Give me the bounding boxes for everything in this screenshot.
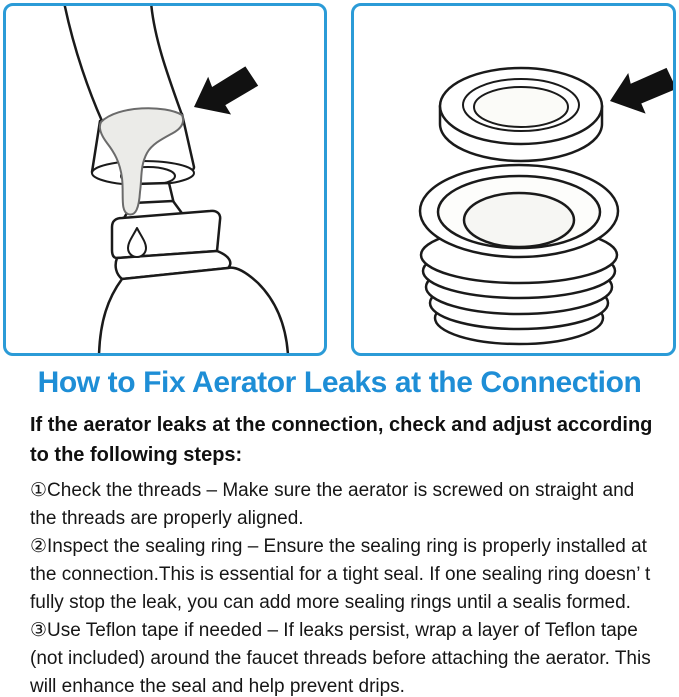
adapter-opening [464, 193, 574, 247]
intro-text: If the aerator leaks at the connection, check and adjust according to the following steps: [30, 414, 653, 466]
leaking-faucet-illustration [6, 6, 324, 353]
arrow-icon [185, 59, 265, 128]
panel-leaking-faucet [3, 3, 327, 356]
sealing-ring-illustration [354, 6, 673, 353]
steps-list [30, 477, 665, 697]
page-title: How to Fix Aerator Leaks at the Connection [37, 366, 642, 399]
step-1-check-threads: ①Check the threads – Make sure the aerator is screwed on straight and the threads are properly aligned. [30, 480, 635, 529]
step-3-use-teflon-tape: ③Use Teflon tape if needed – If leaks persist, wrap a layer of Teflon tape (not included) around the faucet threads before attaching the aerator. This will enhance the seal and help prevent drips. [30, 620, 651, 697]
sprayer-body [99, 268, 288, 353]
panel-sealing-ring [351, 3, 676, 356]
faucet-spout [64, 6, 182, 121]
step-2-inspect-sealing-ring: ②Inspect the sealing ring – Ensure the sealing ring is properly installed at the connection.This is essential for a tight seal. If one sealing ring doesn’ t fully stop the leak, you can add more sealing rings until a sealis formed. [30, 536, 651, 613]
arrow-icon [604, 60, 673, 123]
sealing-ring-washer [440, 68, 602, 161]
